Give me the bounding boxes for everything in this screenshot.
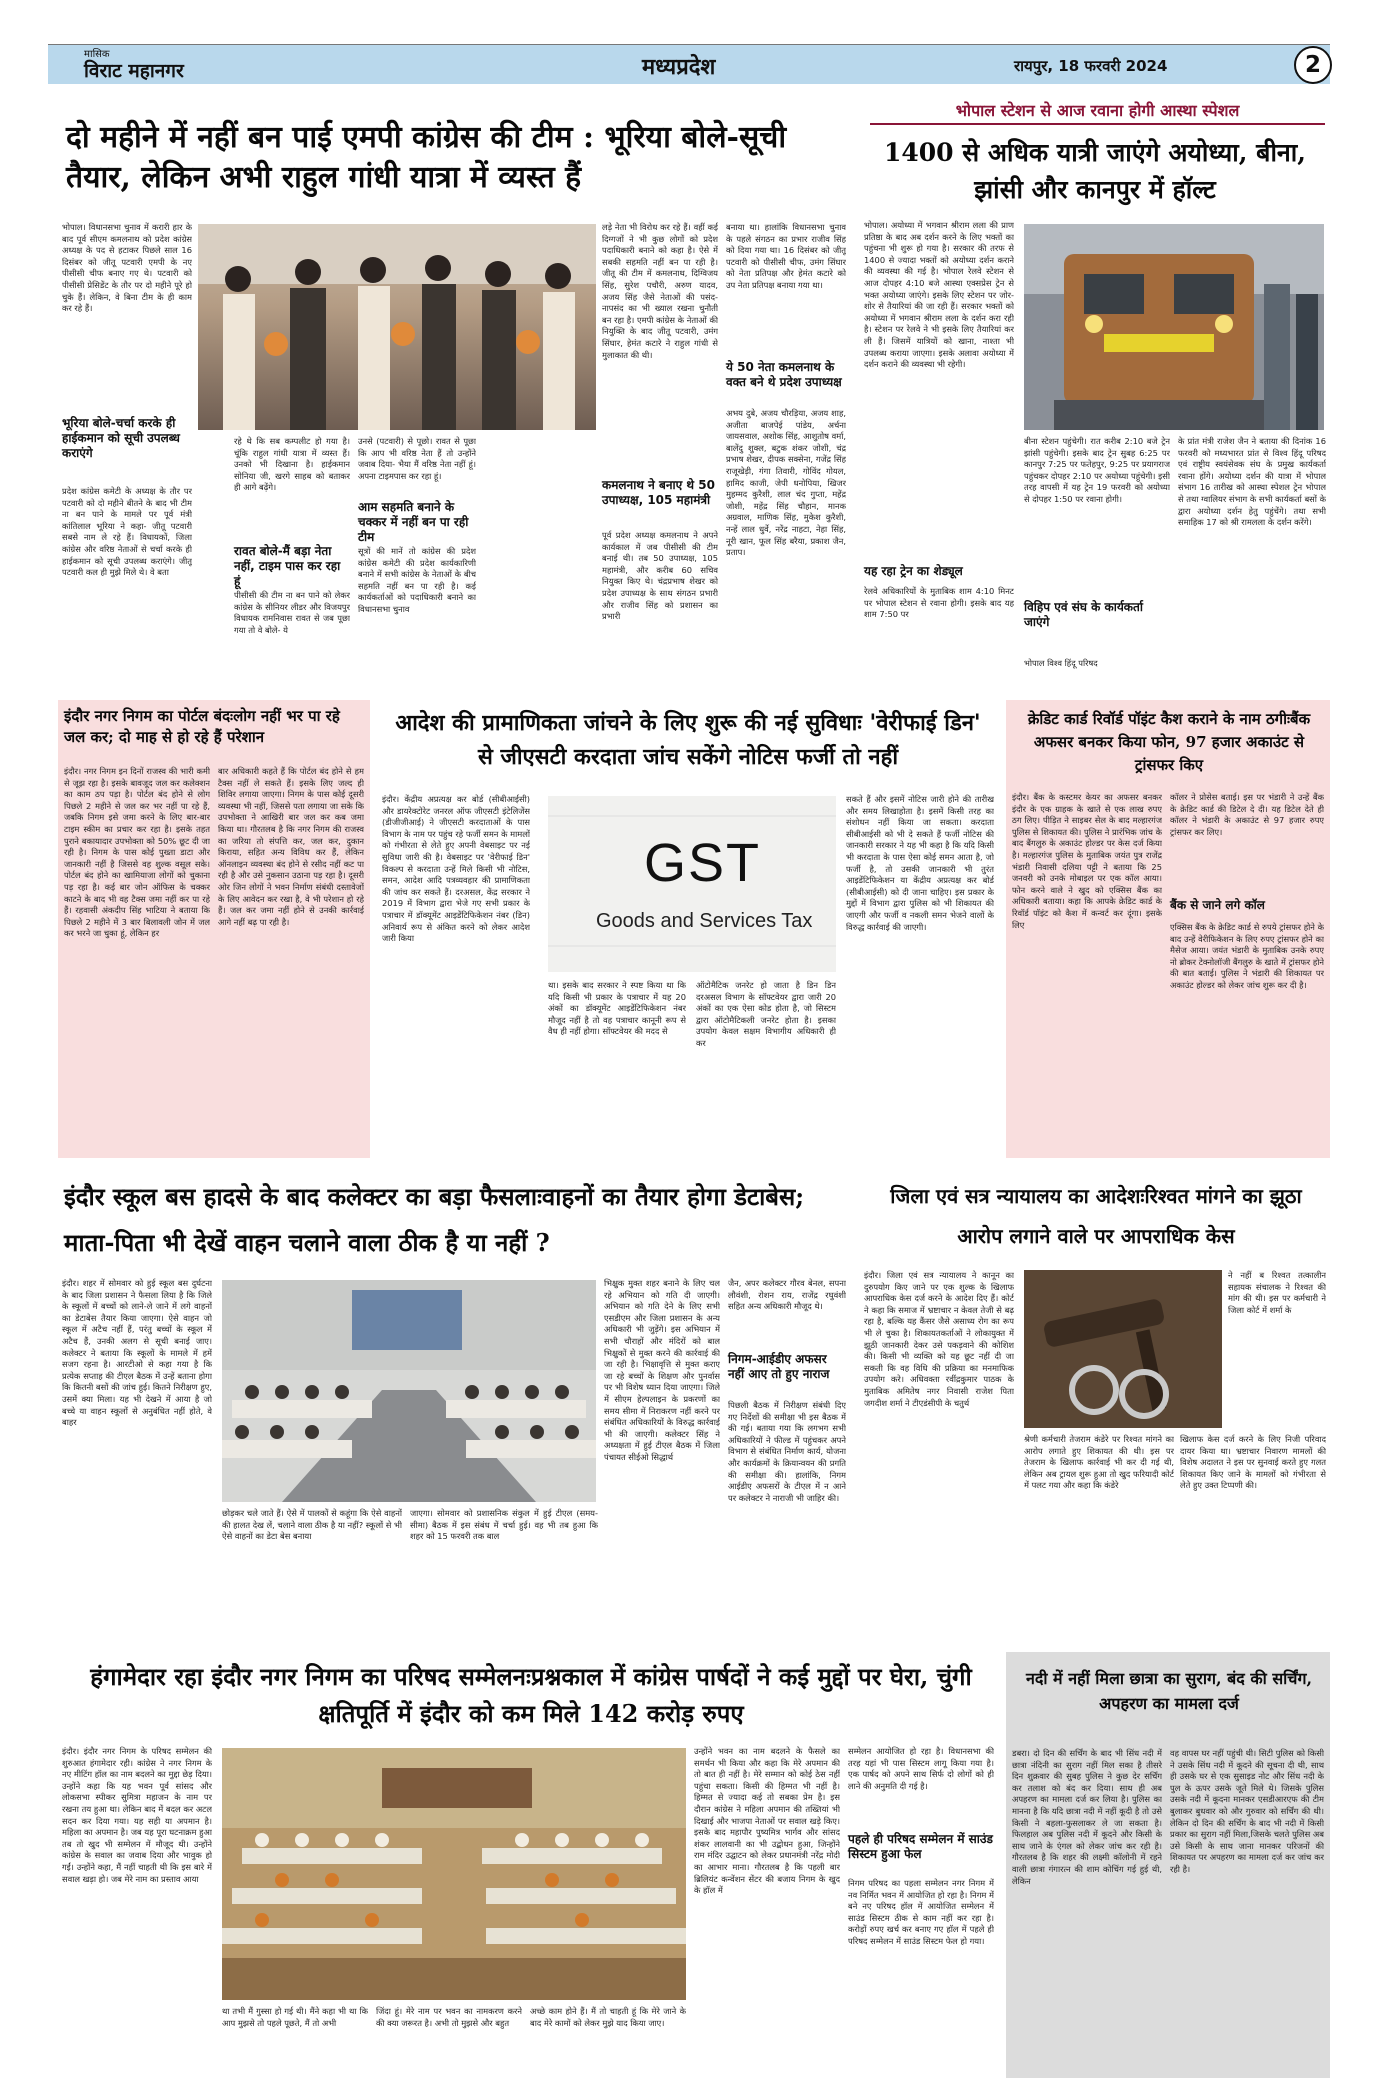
headline: क्रेडिट कार्ड रिवॉर्ड पॉइंट कैश कराने के नाम ठगीःबैंक अफसर बनकर किया फोन, 97 हजार अकाउंट से ट्रांसफर किए: [1027, 710, 1311, 774]
article-text: छोड़कर चले जाते हैं। ऐसे में पालकों से कहूंगा कि ऐसे वाहनों की हालत देख लें, चलाने वाला ठीक है या नहीं? स्कूलों से भी ऐसे वाहनों का डेटा बेस बनाया: [222, 1508, 402, 1542]
article-text: जाएगा। सोमवार को प्रशासनिक संकुल में हुई टीएल (समय-सीमा) बैठक में इस संबंध में चर्चा हुई। वह भी तब हुआ कि शहर को 15 फरवरी तक बाल: [410, 1508, 598, 1542]
subheading: निगम-आईडीए अफसर नहीं आए तो हुए नाराज: [728, 1352, 830, 1381]
article-text: जैन, अपर कलेक्टर गौरव बेनल, सपना लौवंशी, रोशन राय, राजेंद्र रघुवंशी सहित अन्य अधिकारी मौजूद थे।: [728, 1278, 846, 1312]
headline: 1400 से अधिक यात्री जाएंगे अयोध्या, बीना, झांसी और कानपुर में हॉल्ट: [884, 138, 1306, 204]
council-hall-photo: [222, 1748, 686, 2000]
article-text: जिंदा हूं। मेरे नाम पर भवन का नामकरण करने की क्या जरूरत है। अभी तो मुझसे और बहुत: [376, 2006, 522, 2028]
article-text: इंदौर। केंद्रीय अप्रत्यक्ष कर बोर्ड (सीबीआईसी) और डायरेक्टोरेट जनरल ऑफ जीएसटी इंटेलिजेंस (डीजीजीआई) ने जीएसटी करदाताओं के पास विभाग के नाम पर पहुंच रहे फर्जी समन के मामलों को गंभीरता से लेते हुए अपनी वेबसाइट पर नई सुविधा जारी की है। वेबसाइट पर 'वेरीफाई डिन' विकल्प से करदाता उन्हें मिले किसी भी नोटिस, समन, आदेश आदि पत्रव्यवहार की प्रामाणिकता की जांच कर सकते हैं। दरअसल, केंद्र सरकार ने 2019 में विभाग द्वारा भेजे गए सभी प्रकार के पत्राचार में डॉक्यूमेंट आइडेंटिफिकेशन नंबर (डिन) अनिवार्य रूप से अंकित करने को लेकर आदेश जारी किया: [382, 794, 530, 944]
article-text: रहे थे कि सब कम्पलीट हो गया है। चूंकि राहुल गांधी यात्रा में व्यस्त हैं। उनको भी दिखाना है। हाईकमान सोनिया जी, खरगे साहब को बताकर ही आगे बढ़ेंगे।: [234, 436, 350, 493]
article-text: उनसे (पटवारी) से पूछो। रावत से पूछा कि आप भी वरिष्ठ नेता हैं तो उन्होंने जवाब दिया- भैया मैं वरिष्ठ नेता नहीं हूं। अपना टाइमपास कर रहा हूं।: [358, 436, 476, 481]
article-text: खिलाफ केस दर्ज करने के लिए निजी परिवाद दायर किया था। भ्रष्टाचार निवारण मामलों की विशेष अदालत ने इस पर सुनवाई करते हुए गलत शिकायत किए जाने के मामलों को गंभीरता से लेते हुए उक्त टिप्पणी की।: [1180, 1434, 1326, 1491]
article-text: इंदौर। शहर में सोमवार को हुई स्कूल बस दुर्घटना के बाद जिला प्रशासन ने फैसला लिया है कि जिले के स्कूलों में बच्चों को लाने-ले जाने में लगे वाहनों का डेटाबेस तैयार किया जाएगा। ऐसे वाहन जो स्कूल में अटैच नहीं हैं, परंतु बच्चों के स्कूल में अटैच हैं, उनकी अलग से सूची बनाई जाए। कलेक्टर ने बताया कि स्कूलों के मामले में हमें सजग रहना है। आरटीओ से कहा गया है कि प्रत्येक सप्ताह की टीएल बैठक में उन्हें बताना होगा कि कितनी बसों की जांच हुई। कितने निरीक्षण हुए, उसमें क्या मिला। यह भी देखने में आया है जो बच्चे या वाहन स्कूलों से अनुबंधित नहीं होते, वे बाहर: [62, 1278, 212, 1428]
article-text: सम्मेलन आयोजित हो रहा है। विधानसभा की तरह यहां भी पास सिस्टम लागू किया गया है। एक पार्षद को अपने साथ सिर्फ दो लोगों को ही लाने की अनुमति दी गई है।: [848, 1746, 994, 1791]
article-water-tax-portal: [58, 700, 370, 1158]
article-text: था तभी मैं गुस्सा हो गई थी। मैंने कहा भी था कि आप मुझसे तो पहले पूछते, मैं तो अभी: [222, 2006, 368, 2028]
subheading: ये 50 नेता कमलनाथ के वक्त बने थे प्रदेश उपाध्यक्ष: [726, 360, 842, 389]
gst-graphic: [548, 796, 836, 972]
article-text: भिक्षुक मुक्त शहर बनाने के लिए चल रहे अभियान को गति दी जाएगी। अभियान को गति देने के लिए सभी एसडीएम और जिला प्रशासन के अन्य अधिकारी भी जुड़ेंगे। इस अभियान में सभी चौराहों और मंदिरों को बाल भिक्षुकों से मुक्त करने की कार्रवाई की जा रही है। भिक्षावृत्ति से मुक्त कराए जा रहे बच्चों के शिक्षण और पुनर्वास पर भी विशेष ध्यान दिया जाएगा। जिले में सीएम हेल्पलाइन के प्रकरणों का समय सीमा में निराकरण नहीं करने पर संबंधित अधिकारियों के विरुद्ध कार्रवाई भी की जाएगी। कलेक्टर सिंह ने अध्यक्षता में हुई टीएल बैठक में जिला पंचायत सीईओ सिद्धार्थ: [604, 1278, 720, 1462]
article-text: कॉलर ने प्रोसेस बताई। इस पर भंडारी ने उन्हें बैंक के क्रेडिट कार्ड की डिटेल दे दी। यह डिटेल देते ही कॉलर ने भंडारी के अकाउंट से 97 हजार रुपए ट्रांसफर कर लिए।: [1170, 792, 1324, 837]
article-text: डबरा। दो दिन की सर्चिंग के बाद भी सिंध नदी में छात्रा नंदिनी का सुराग नहीं मिल सका है तीसरे दिन शुक्रवार की सुबह पुलिस ने कुछ देर सर्चिंग कर तलाश को बंद कर दिया। साथ ही अब अपहरण का मामला दर्ज कर लिया है। पुलिस का मानना है कि यदि छात्रा नदी में नहीं कूदी है तो उसे किसी ने बहला-फुसलाकर ले जा सकता है। फिलहाल अब पुलिस नदी में कूदने और किसी के साथ जाने के एंगल को लेकर जांच कर रही है। गौरतलब है कि शहर की लक्ष्मी कॉलोनी में रहने वाली छात्रा गंगारत्न की शाम कोचिंग गई हुई थी, लेकिन: [1012, 1748, 1162, 1886]
masthead-frequency: मासिक: [84, 49, 110, 60]
headline: आदेश की प्रामाणिकता जांचने के लिए शुरू की नई सुविधाः 'वेरीफाई डिन' से जीएसटी करदाता जांच सकेंगे नोटिस फर्जी तो नहीं: [395, 710, 981, 770]
subheading: भूरिया बोले-चर्चा करके ही हाईकमान को सूची उपलब्ध कराएंगे: [62, 416, 180, 460]
article-text: एक्सिस बैंक के क्रेडिट कार्ड से रुपये ट्रांसफर होने के बाद उन्हें वेरीफिकेशन के लिए रुपए ट्रांसफर होने का मैसेज आया। जयंत भंडारी के मुताबिक उनके रुपए नो ब्रोकर टेक्नोलॉजी बैंगलुरु के खाते में ट्रांसफर होने की बात बताई। पुलिस ने भंडारी की शिकायत पर अकाउंट होल्डर को लेकर जांच शुरू कर दी है।: [1170, 922, 1324, 990]
subheading: आम सहमति बनाने के चक्कर में नहीं बन पा रही टीम: [358, 500, 469, 544]
gst-logo-subtitle: Goods and Services Tax: [596, 910, 813, 932]
train-photo: [1024, 224, 1324, 430]
subheading: विहिप एवं संघ के कार्यकर्ता जाएंगे: [1024, 600, 1143, 629]
gst-logo-text: GST: [644, 833, 762, 893]
article-text: भोपाल विश्व हिंदू परिषद: [1024, 658, 1098, 668]
article-text: श्रेणी कर्मचारी तेजराम कंडेरे पर रिश्वत मांगने का आरोप लगाते हुए शिकायत की थी। इस पर तेजराम के खिलाफ कार्रवाई भी कर दी गई थी, लेकिन अब ट्रायल शुरू हुआ तो खुद फरियादी कोर्ट में पलट गया और कहा कि कंडेरे: [1024, 1434, 1174, 1491]
article-text: पूर्व प्रदेश अध्यक्ष कमलनाथ ने अपने कार्यकाल में जब पीसीसी की टीम बनाई थी। तब 50 उपाध्यक्ष, 105 महामंत्री, और करीब 60 सचिव नियुक्त किए थे। चंद्रप्रभाष शेखर को प्रदेश उपाध्यक्ष के साथ संगठन प्रभारी और राजीव सिंह को प्रशासन का प्रभारी: [602, 530, 718, 622]
headline: इंदौर स्कूल बस हादसे के बाद कलेक्टर का बड़ा फैसलाःवाहनों का तैयार होगा डेटाबेस; माता-पिता भी देखें वाहन चलाने वाला ठीक है या नहीं ?: [64, 1182, 805, 1257]
article-text: निगम परिषद का पहला सम्मेलन नगर निगम में नव निर्मित भवन में आयोजित हो रहा है। निगम में बने नए परिषद हॉल में आयोजित सम्मेलन में साउंड सिस्टम ठीक से काम नहीं कर रहा है। करोड़ों रुपए खर्च कर बनाए गए हॉल में पहले ही परिषद सम्मेलन में साउंड सिस्टम फेल हो गया।: [848, 1878, 994, 1946]
article-missing-student: [1006, 1652, 1330, 2078]
article-text: उन्होंने भवन का नाम बदलने के फैसले का समर्थन भी किया और कहा कि मेरे अपमान की तो बात ही नहीं है। मेरे सम्मान को कोई ठेस नहीं पहुंचा सकता। किसी की हिम्मत भी नहीं है। हिम्मत से ज्यादा कई तो सबका प्रेम है। इस दौरान कांग्रेस ने महिला अपमान की तख्तियां भी दिखाई और भाजपा नेताओं पर सवाल खड़े किए। इसके बाद महापौर पुष्यमित्र भार्गव और सांसद शंकर लालवानी का भी उद्बोधन हुआ, जिन्होंने राम मंदिर उद्घाटन को लेकर प्रधानमंत्री नरेंद्र मोदी का आभार माना। गौरतलब है कि पहली बार ब्रिलियंट कन्वेंशन सेंटर की बजाय निगम के खुद के हॉल में: [694, 1746, 840, 1896]
article-text: लड़े नेता भी विरोध कर रहे हैं। वहीं कई दिग्गजों ने भी कुछ लोगों को प्रदेश पदाधिकारी बनाने को कहा है। ऐसे में सबकी सहमति नहीं बन पा रही है। जीतू की टीम में कमलनाथ, दिग्विजय सिंह, सुरेश पचौरी, अरुण यादव, अजय सिंह जैसे नेताओं की पसंद-नापसंद का भी ख्याल रखना चुनौती बन रहा है। एमपी कांग्रेस के नेताओं की नियुक्ति के बाद जीतू पटवारी, उमंग सिंघार, हेमंत कटारे ने राहुल गांधी से मुलाकात की थी।: [602, 222, 718, 360]
article-text: बनाया था। हालांकि विधानसभा चुनाव के पहले संगठन का प्रभार राजीव सिंह को दिया गया था। 16 दिसंबर को जीतू पटवारी को पीसीसी चीफ, उमंग सिंघार को नेता प्रतिपक्ष और हेमंत कटारे को उप नेता प्रतिपक्ष बनाया गया था।: [726, 222, 846, 290]
article-text: भोपाल। विधानसभा चुनाव में करारी हार के बाद पूर्व सीएम कमलनाथ को प्रदेश कांग्रेस अध्यक्ष के पद से हटाकर पिछले साल 16 दिसंबर को जीतू पटवारी एमपी के नए पीसीसी चीफ बनाए गए थे। पटवारी को पीसीसी प्रेसिडेंट के तौर पर दो महीने पूरे हो चुके हैं। लेकिन, वे बिना टीम के ही काम कर रहे हैं।: [62, 222, 192, 314]
article-text: रेलवे अधिकारियों के मुताबिक शाम 4:10 मिनट पर भोपाल स्टेशन से रवाना होगी। इसके बाद यह शाम 7:50 पर: [864, 586, 1014, 620]
article-indore-council-meeting: [58, 1652, 998, 2078]
article-text: इंदौर। बैंक के कस्टमर केयर का अफसर बनकर इंदौर के एक ग्राहक के खाते से एक लाख रुपए ठग लिए। पीड़ित ने साइबर सेल के बाद मल्हारगंज पुलिस से शिकायत की। पुलिस ने प्रारंभिक जांच के बाद बैंगलुरु के अकाउंट होल्डर पर केस दर्ज किया है। मल्हारगंज पुलिस के मुताबिक जयंत पुत्र राजेंद्र भंडारी निवासी दलिया पट्टी ने बताया कि 25 जनवरी को उनके मोबाइल पर एक कॉल आया। फोन करने वाले ने खुद को एक्सिस बैंक का अधिकारी बताया। कहा कि आपके क्रेडिट कार्ड के रिवॉर्ड पॉइंट को कैश में कन्वर्ट कर दूंगा। इसके लिए: [1012, 792, 1162, 930]
article-text: ने नहीं ब रिश्वत तत्कालीन सहायक संचालक ने रिश्वत की मांग की थी। इस पर कर्मचारी ने जिला कोर्ट में शर्मा के: [1228, 1270, 1326, 1315]
article-ayodhya-train: [860, 96, 1330, 690]
article-text: बार अधिकारी कहते हैं कि पोर्टल बंद होने से हम टैक्स नहीं ले सकते हैं। इसके लिए जल्द ही शिविर लगाया जाएगा। निगम के पास कोई दूसरी व्यवस्था भी नहीं, जिससे पता लगाया जा सके कि उपभोक्ता ने आखिरी बार जल कर कब जमा किया था। गौरतलब है कि नगर निगम की राजस्व का जरिया तो संपत्ति कर, जल कर, दुकान किराया, सहित अन्य विविध कर हैं, लेकिन ऑनलाइन व्यवस्था बंद होने से रसीद नहीं कट पा रही है और उसे नुकसान उठाना पड़ रहा है। दूसरी ओर जिन लोगों ने भवन निर्माण संबंधी दस्तावेजों के लिए आवेदन कर रखा है, वे भी परेशान हो रहे हैं। जल कर जमा नहीं होने से उनकी कार्रवाई आगे नहीं बढ़ पा रही है।: [218, 766, 364, 927]
article-text: बीना स्टेशन पहुंचेगी। रात करीब 2:10 बजे ट्रेन झांसी पहुंचेगी। इसके बाद ट्रेन सुबह 6:25 पर कानपुर 7:25 पर फतेहपुर, 9:25 पर प्रयागराज पहुंचकर दोपहर 2:10 पर अयोध्या पहुंचेगी। इसी तरह वापसी में यह ट्रेन 19 फरवरी को अयोध्या से दोपहर 1:50 पर रवाना होगी।: [1024, 436, 1170, 504]
headline: दो महीने में नहीं बन पाई एमपी कांग्रेस की टीम : भूरिया बोले-सूची तैयार, लेकिन अभी राहुल गांधी यात्रा में व्यस्त हैं: [66, 120, 787, 195]
article-text: अभय दुबे, अजय चौरड़िया, अजय शाह, अजीता बाजपेई पांडेय, अर्चना जायसवाल, अशोक सिंह, आशुतोष वर्मा, बालेंदु शुक्ल, बटुक शंकर जोशी, चंद्र प्रभाष शेखर, दीपक सक्सेना, गजेंद्र सिंह राजूखेड़ी, गंगा तिवारी, गोविंद गोयल, हामिद काजी, जेपी धनोपिया, खिजर मुहम्मद कुरैशी, लाल चंद गुप्ता, महेंद्र जोशी, महेंद्र सिंह चौहान, मानक अग्रवाल, माणिक सिंह, मुकेश कुरैशी, नन्हें लाल धुर्वे, नरेंद्र नाहटा, नेहा सिंह, नूरी खान, फूल सिंह बरैया, प्रकाश जैन, प्रताप।: [726, 408, 846, 558]
headline: नदी में नहीं मिला छात्रा का सुराग, बंद की सर्चिंग, अपहरण का मामला दर्ज: [1025, 1669, 1313, 1713]
headline: हंगामेदार रहा इंदौर नगर निगम का परिषद सम्मेलनःप्रश्नकाल में कांग्रेस पार्षदों ने कई मुद्दों पर घेरा, चुंगी क्षतिपूर्ति में इंदौर को कम मिले 142 करोड़ रुपए: [90, 1662, 972, 1728]
article-text: प्रदेश कांग्रेस कमेटी के अध्यक्ष के तौर पर पटवारी को दो महीने बीतने के बाद भी टीम ना बन पाने के मामले पर पूर्व मंत्री कांतिलाल भूरिया ने कहा- जीतू पटवारी सबसे नाम ले रहे हैं। विधायकों, जिला कांग्रेस और वरिष्ठ नेताओं से चर्चा करके ही हाईकमान को सूची उपलब्ध कराएंगे। जीतू पटवारी कल ही मुझे मिले थे। वे बता: [62, 486, 192, 578]
article-text: इंदौर। नगर निगम इन दिनों राजस्व की भारी कमी से जूझ रहा है। इसके बावजूद जल कर कलेक्शन का काम ठप पड़ा है। पोर्टल बंद होने से लोग पिछले 2 महीने से जल कर भर नहीं पा रहे हैं, जबकि निगम इसे जमा करने के लिए बार-बार टाइम स्कीम का प्रचार कर रहा है। इसके तहत पुराने बकायादार उपभोक्ता को 50% छूट दी जा रही है। निगम के पास कोई पुख्ता डाटा और जानकारी नहीं है जिससे वह शुल्क वसूल सके। पोर्टल बंद होने का खामियाजा लोगों को चुकाना पड़ रहा है। कई बार जोन ऑफिस के चक्कर काटने के बाद भी वह टैक्स जमा नहीं कर पा रहे हैं। रहवासी अंकदीप सिंह भाटिया ने बताया कि पिछले 2 महीने में 3 बार बिलावली जोन में जल कर भरने जा चुका हूं, लेकिन हर: [64, 766, 210, 939]
article-text: इंदौर। जिला एवं सत्र न्यायालय ने कानून का दुरुपयोग किए जाने पर एक शुल्क के खिलाफ आपराधिक केस दर्ज करने के आदेश दिए हैं। कोर्ट ने कहा कि समाज में भ्रष्टाचार न केवल तेजी से बढ़ रहा है, बल्कि यह कैंसर जैसे असाध्य रोग का रूप भी ले चुका है। शिकायतकर्ताओं ने लोकायुक्त में झूठी जानकारी देकर उसे पकड़वाने की कोशिश की। किसी भी व्यक्ति को यह छूट नहीं दी जा सकती कि वह विधि की प्रक्रिया का मनमाफिक उपयोग करे। अधिवक्ता रवींद्रकुमार पाठक के मुताबिक अमितेष नगर निवासी राजेश पिता जगदीश शर्मा ने टीएडंसीपी के चतुर्थ: [864, 1270, 1014, 1408]
masthead-name: विराट महानगर: [84, 60, 184, 82]
article-text: पिछली बैठक में निरीक्षण संबंधी दिए गए निर्देशों की समीक्षा भी इस बैठक में की गई। बताया गया कि लगभग सभी अधिकारियों ने फील्ड में पहुंचकर अपने विभाग से संबंधित निर्माण कार्य, योजना और कार्यक्रमों के क्रियान्वयन की प्रगति की समीक्षा की। हालांकि, निगम आईडीए अफसरों के टीएल में न आने पर कलेक्टर ने नाराजी भी जाहिर की।: [728, 1400, 846, 1503]
article-gst-verify-din: [378, 700, 998, 1158]
section-title: मध्यप्रदेश: [642, 54, 716, 80]
collector-meeting-photo: [222, 1280, 596, 1502]
article-congress-team: [58, 110, 848, 690]
subheading: यह रहा ट्रेन का शेड्यूल: [864, 564, 963, 578]
article-text: के प्रांत मंत्री राजेश जैन ने बताया की दिनांक 16 फरवरी को मध्यभारत प्रांत से विश्व हिंदू परिषद एवं राष्ट्रीय स्वयंसेवक संघ के प्रमुख कार्यकर्ता रवाना होंगे। अयोध्या दर्शन की यात्रा में भोपाल संभाग 16 तारीख को आस्था स्पेशल ट्रेन भोपाल से तथा ग्वालियर संभाग के सभी कार्यकर्ता बसों के द्वारा अयोध्या दर्शन हेतु पहुंचेंगे। तथा सभी समाहिक 17 को श्री रामलला के दर्शन करेंगे।: [1178, 436, 1326, 528]
page-number: 2: [1294, 46, 1332, 84]
article-text: भोपाल। अयोध्या में भगवान श्रीराम लला की प्राण प्रतिष्ठा के बाद अब दर्शन करने के लिए भक्तों का पहुंचना भी शुरू हो गया है। सरकार की तरफ से 1400 से ज्यादा भक्तों को अयोध्या दर्शन कराने की व्यवस्था की गई है। भोपाल रेलवे स्टेशन से आज दोपहर 4:10 बजे आस्था एक्सप्रेस ट्रेन से भक्त अयोध्या जाएंगे। इसके लिए स्टेशन पर जोर-शोर से तैयारियां की जा रही हैं। सरकार भक्तों को अयोध्या में भगवान श्रीराम लला के दर्शन करा रही है। स्टेशन पर रेलवे ने भी इसके लिए तैयारियां कर ली हैं। जिसमें यात्रियों को खाना, नाश्ता भी उपलब्ध कराया जाएगा। इसके अलावा अयोध्या में दर्शन कराने की व्यवस्था भी रहेगी।: [864, 220, 1014, 370]
article-text: सूत्रों की मानें तो कांग्रेस की प्रदेश कांग्रेस कमेटी की प्रदेश कार्यकारिणी बनाने में सभी कांग्रेस के नेताओं के बीच सहमति नहीं बन पा रही है। कई कार्यकर्ताओं को पदाधिकारी बनाने का विधानसभा चुनाव: [358, 546, 476, 614]
congress-leaders-photo: [198, 224, 596, 430]
headline: जिला एवं सत्र न्यायालय का आदेशःरिश्वत मांगने का झूठा आरोप लगाने वाले पर आपराधिक केस: [890, 1184, 1302, 1248]
subheading: रावत बोले-मैं बड़ा नेता नहीं, टाइम पास कर रहा हूं: [234, 544, 341, 588]
article-credit-card-fraud: [1006, 700, 1330, 1158]
kicker: भोपाल स्टेशन से आज रवाना होगी आस्था स्पेशल: [870, 99, 1325, 125]
article-text: सकते हैं और इसमें नोटिस जारी होने की तारीख और समय लिखाहोता है। इसमें किसी तरह का संशोधन नहीं किया जा सकता। करदाता सीबीआईसी को भी दे सकते हैं फर्जी नोटिस की जानकारी सरकार ने यह भी कहा है कि यदि किसी भी करदाता के पास ऐसा कोई समन आता है, जो फर्जी है, तो उसकी जानकारी भी तुरंत आइडेंटिफिकेशन या केंद्रीय अप्रत्यक्ष कर बोर्ड (सीबीआईसी) को दी जाना चाहिए। इस प्रकार के मुद्दों में विभाग द्वारा पुलिस को भी शिकायत की जाएगी और फर्जी व नकली समन भेजने वालों के विरुद्ध कार्रवाई की जाएगी।: [846, 794, 994, 932]
article-text: पीसीसी की टीम ना बन पाने को लेकर कांग्रेस के सीनियर लीडर और विजयपुर विधायक रामनिवास रावत से जब पूछा गया तो वे बोले- ये: [234, 590, 350, 635]
article-text: ऑटोमैटिक जनरेट हो जाता है डिन डिन दरअसल विभाग के सॉफ्टवेयर द्वारा जारी 20 अंकों का एक ऐसा कोड होता है, जो सिस्टम द्वारा ऑटोमैटिकली जनरेट होता है। इसका उपयोग केवल सक्षम विभागीय अधिकारी ही कर: [696, 980, 836, 1048]
subheading: बैंक से जाने लगे कॉल: [1170, 898, 1265, 912]
issue-date: रायपुर, 18 फरवरी 2024: [1014, 57, 1168, 75]
subheading: पहले ही परिषद सम्मेलन में साउंड सिस्टम हुआ फेल: [848, 1832, 993, 1861]
subheading: कमलनाथ ने बनाए थे 50 उपाध्यक्ष, 105 महामंत्री: [602, 478, 715, 507]
headline: इंदौर नगर निगम का पोर्टल बंदःलोग नहीं भर पा रहे जल कर; दो माह से हो रहे हैं परेशान: [64, 707, 340, 746]
gavel-handcuffs-photo: [1024, 1270, 1222, 1428]
masthead-title: [84, 49, 184, 82]
article-text: अच्छे काम होने हैं। मैं तो चाहती हूं कि मेरे जाने के बाद मेरे कामों को लेकर मुझे याद किया जाए।: [530, 2006, 686, 2028]
masthead-bar: [48, 44, 1330, 84]
article-court-bribery-case: [860, 1166, 1330, 1644]
article-school-bus-database: [58, 1166, 848, 1644]
article-text: इंदौर। इंदौर नगर निगम के परिषद सम्मेलन की शुरुआत हंगामेदार रही। कांग्रेस ने नगर निगम के नए मीटिंग हॉल का नाम बदलने का मुद्दा छेड़ दिया। उन्होंने कहा कि यह भवन पूर्व सांसद और लोकसभा स्पीकर सुमित्रा महाजन के नाम पर रखना तय हुआ था। लेकिन बाद में बदल कर अटल सदन कर दिया गया। यह सही या अपमान है। महिला का अपमान है। जब यह पूरा घटनाक्रम हुआ तब तो खुद भी सम्मेलन में मौजूद थी। उन्होंने कांग्रेस के सवाल का जवाब दिया और भावुक हो गईं। उन्होंने कहा, मैं नहीं चाहती थी कि इस बारे में सवाल खड़ा हो। जब मेरे नाम का प्रस्ताव आया: [62, 1746, 212, 1884]
article-text: था। इसके बाद सरकार ने स्पष्ट किया था कि यदि किसी भी प्रकार के पत्राचार में यह 20 अंकों का डॉक्यूमेंट आइडेंटिफिकेशन नंबर मौजूद नहीं है तो वह पत्राचार कानूनी रूप से वैध ही नहीं होगा। सॉफ्टवेयर की मदद से: [548, 980, 686, 1037]
article-text: वह वापस घर नहीं पहुंची थी। सिटी पुलिस को किसी ने उसके सिंध नदी में कूदने की सूचना दी थी, साथ ही उसके घर से एक सुसाइड नोट और सिंध नदी के पुल के ऊपर उसके जूते मिले थे। जिसके पुलिस उसके नदी में कूदना मानकर एसडीआरएफ की टीम बुलाकर बुधवार को और गुरुवार को सर्चिंग की थी। लेकिन दो दिन की सर्चिंग के बाद भी नदी में किसी प्रकार का सुराग नहीं मिला,जिसके चलते पुलिस अब उसे किसी के साथ जाना मानकर परिजनों की शिकायत पर अपहरण का मामला दर्ज कर जांच कर रही है।: [1170, 1748, 1324, 1874]
